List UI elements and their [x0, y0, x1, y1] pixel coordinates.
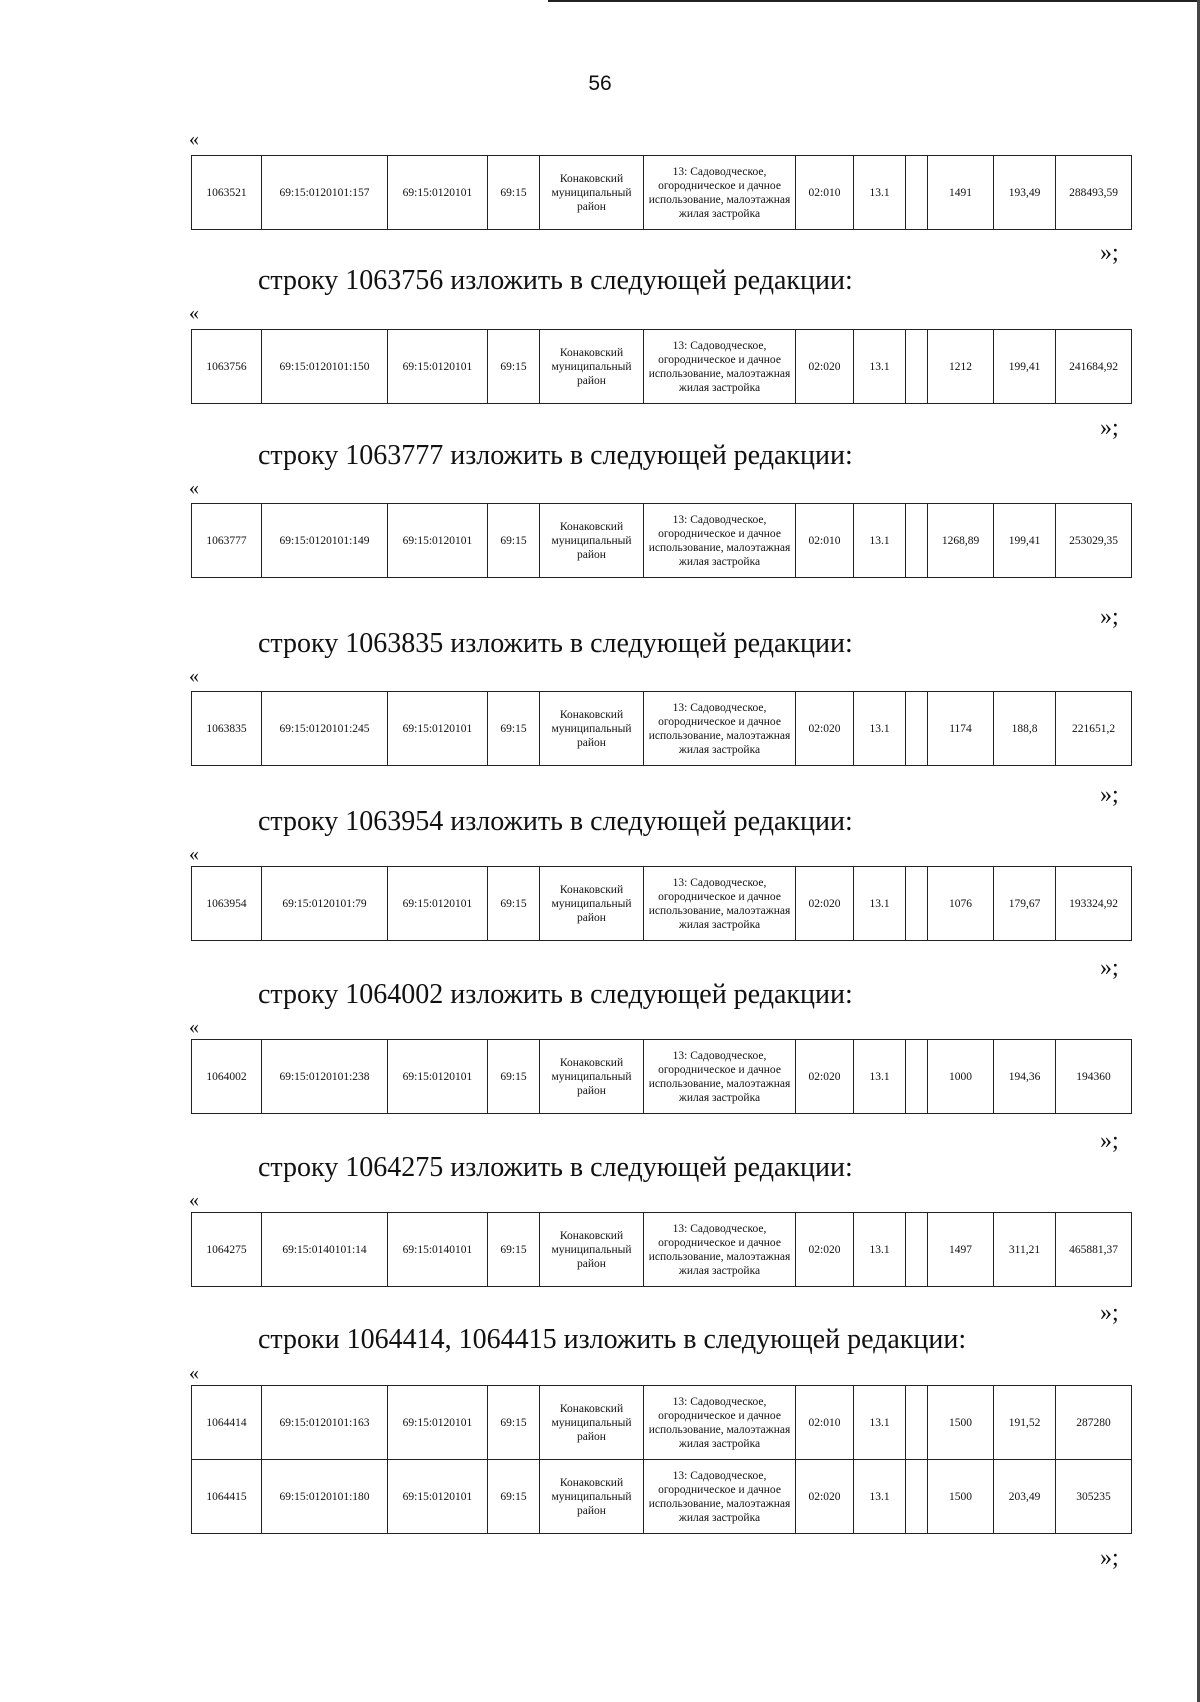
- district-name-cell: Конаковский муниципальный район: [540, 330, 644, 404]
- value-cell: 253029,35: [1056, 504, 1132, 578]
- area-cell: 1076: [928, 867, 994, 941]
- empty-cell: [906, 504, 928, 578]
- opening-quote: «: [189, 665, 199, 687]
- district-name-cell: Конаковский муниципальный район: [540, 1213, 644, 1287]
- section-heading: строку 1064002 изложить в следующей редакции:: [258, 979, 853, 1010]
- opening-quote: «: [189, 1016, 199, 1038]
- table-row: [192, 330, 1132, 404]
- opening-quote: «: [189, 1189, 199, 1211]
- land-use-cell: 13: Садоводческое, огородническое и дачное использование, малоэтажная жилая застройка: [644, 156, 796, 230]
- quarter-number-cell: 69:15:0120101: [388, 330, 488, 404]
- district-code-cell: 69:15: [488, 1386, 540, 1460]
- value-cell: 288493,59: [1056, 156, 1132, 230]
- value-cell: 305235: [1056, 1460, 1132, 1534]
- group-code-cell: 13.1: [854, 1213, 906, 1287]
- land-use-cell: 13: Садоводческое, огородническое и дачное использование, малоэтажная жилая застройка: [644, 1040, 796, 1114]
- district-name-cell: Конаковский муниципальный район: [540, 156, 644, 230]
- section-heading: строку 1063756 изложить в следующей редакции:: [258, 265, 853, 296]
- district-name-cell: Конаковский муниципальный район: [540, 1040, 644, 1114]
- zone-code-cell: 02:020: [796, 330, 854, 404]
- zone-code-cell: 02:020: [796, 1040, 854, 1114]
- district-name-cell: Конаковский муниципальный район: [540, 504, 644, 578]
- zone-code-cell: 02:010: [796, 504, 854, 578]
- opening-quote: «: [189, 1362, 199, 1384]
- closing-quote: »;: [1100, 955, 1119, 981]
- district-name-cell: Конаковский муниципальный район: [540, 867, 644, 941]
- district-name-cell: Конаковский муниципальный район: [540, 1386, 644, 1460]
- page-number: 56: [588, 72, 612, 95]
- opening-quote: «: [189, 128, 199, 150]
- district-code-cell: 69:15: [488, 692, 540, 766]
- empty-cell: [906, 692, 928, 766]
- group-code-cell: 13.1: [854, 1386, 906, 1460]
- district-code-cell: 69:15: [488, 1460, 540, 1534]
- cadastral-number-cell: 69:15:0140101:14: [262, 1213, 388, 1287]
- cadastral-number-cell: 69:15:0120101:149: [262, 504, 388, 578]
- group-code-cell: 13.1: [854, 330, 906, 404]
- row-id-cell: 1063521: [192, 156, 262, 230]
- row-id-cell: 1064002: [192, 1040, 262, 1114]
- top-rule: [548, 0, 1200, 2]
- district-name-cell: Конаковский муниципальный район: [540, 692, 644, 766]
- land-use-cell: 13: Садоводческое, огородническое и дачное использование, малоэтажная жилая застройка: [644, 1213, 796, 1287]
- district-code-cell: 69:15: [488, 156, 540, 230]
- table-row: [192, 867, 1132, 941]
- cadastral-number-cell: 69:15:0120101:157: [262, 156, 388, 230]
- amendment-table: [191, 155, 1132, 230]
- district-code-cell: 69:15: [488, 1040, 540, 1114]
- rate-cell: 199,41: [994, 330, 1056, 404]
- amendment-table: [191, 691, 1132, 766]
- zone-code-cell: 02:010: [796, 1386, 854, 1460]
- row-id-cell: 1064415: [192, 1460, 262, 1534]
- area-cell: 1491: [928, 156, 994, 230]
- rate-cell: 179,67: [994, 867, 1056, 941]
- rate-cell: 194,36: [994, 1040, 1056, 1114]
- cadastral-number-cell: 69:15:0120101:238: [262, 1040, 388, 1114]
- value-cell: 193324,92: [1056, 867, 1132, 941]
- group-code-cell: 13.1: [854, 156, 906, 230]
- zone-code-cell: 02:020: [796, 1213, 854, 1287]
- rate-cell: 188,8: [994, 692, 1056, 766]
- area-cell: 1500: [928, 1460, 994, 1534]
- amendment-table: [191, 1212, 1132, 1287]
- row-id-cell: 1063954: [192, 867, 262, 941]
- area-cell: 1497: [928, 1213, 994, 1287]
- empty-cell: [906, 1460, 928, 1534]
- rate-cell: 203,49: [994, 1460, 1056, 1534]
- value-cell: 465881,37: [1056, 1213, 1132, 1287]
- cadastral-number-cell: 69:15:0120101:180: [262, 1460, 388, 1534]
- table-row: [192, 1213, 1132, 1287]
- rate-cell: 199,41: [994, 504, 1056, 578]
- opening-quote: «: [189, 477, 199, 499]
- amendment-table: [191, 1039, 1132, 1114]
- area-cell: 1500: [928, 1386, 994, 1460]
- closing-quote: »;: [1100, 1300, 1119, 1326]
- row-id-cell: 1064414: [192, 1386, 262, 1460]
- amendment-table: [191, 329, 1132, 404]
- opening-quote: «: [189, 843, 199, 865]
- value-cell: 221651,2: [1056, 692, 1132, 766]
- land-use-cell: 13: Садоводческое, огородническое и дачное использование, малоэтажная жилая застройка: [644, 1386, 796, 1460]
- quarter-number-cell: 69:15:0120101: [388, 867, 488, 941]
- amendment-table: [191, 866, 1132, 941]
- area-cell: 1212: [928, 330, 994, 404]
- land-use-cell: 13: Садоводческое, огородническое и дачное использование, малоэтажная жилая застройка: [644, 504, 796, 578]
- table-row: [192, 1040, 1132, 1114]
- table-row: [192, 1460, 1132, 1534]
- row-id-cell: 1063756: [192, 330, 262, 404]
- district-code-cell: 69:15: [488, 504, 540, 578]
- rate-cell: 191,52: [994, 1386, 1056, 1460]
- empty-cell: [906, 867, 928, 941]
- closing-quote: »;: [1100, 1545, 1119, 1571]
- group-code-cell: 13.1: [854, 692, 906, 766]
- row-id-cell: 1063835: [192, 692, 262, 766]
- value-cell: 287280: [1056, 1386, 1132, 1460]
- section-heading: строку 1063954 изложить в следующей редакции:: [258, 806, 853, 837]
- empty-cell: [906, 1040, 928, 1114]
- table-row: [192, 1386, 1132, 1460]
- group-code-cell: 13.1: [854, 867, 906, 941]
- quarter-number-cell: 69:15:0120101: [388, 1040, 488, 1114]
- closing-quote: »;: [1100, 1128, 1119, 1154]
- empty-cell: [906, 1213, 928, 1287]
- district-code-cell: 69:15: [488, 867, 540, 941]
- rate-cell: 311,21: [994, 1213, 1056, 1287]
- section-heading: строку 1064275 изложить в следующей редакции:: [258, 1152, 853, 1183]
- table-row: [192, 692, 1132, 766]
- area-cell: 1000: [928, 1040, 994, 1114]
- empty-cell: [906, 156, 928, 230]
- quarter-number-cell: 69:15:0140101: [388, 1213, 488, 1287]
- closing-quote: »;: [1100, 415, 1119, 441]
- quarter-number-cell: 69:15:0120101: [388, 1386, 488, 1460]
- opening-quote: «: [189, 302, 199, 324]
- land-use-cell: 13: Садоводческое, огородническое и дачное использование, малоэтажная жилая застройка: [644, 330, 796, 404]
- district-name-cell: Конаковский муниципальный район: [540, 1460, 644, 1534]
- group-code-cell: 13.1: [854, 1460, 906, 1534]
- group-code-cell: 13.1: [854, 1040, 906, 1114]
- quarter-number-cell: 69:15:0120101: [388, 504, 488, 578]
- row-id-cell: 1064275: [192, 1213, 262, 1287]
- quarter-number-cell: 69:15:0120101: [388, 1460, 488, 1534]
- district-code-cell: 69:15: [488, 1213, 540, 1287]
- cadastral-number-cell: 69:15:0120101:150: [262, 330, 388, 404]
- area-cell: 1268,89: [928, 504, 994, 578]
- cadastral-number-cell: 69:15:0120101:79: [262, 867, 388, 941]
- land-use-cell: 13: Садоводческое, огородническое и дачное использование, малоэтажная жилая застройка: [644, 692, 796, 766]
- cadastral-number-cell: 69:15:0120101:163: [262, 1386, 388, 1460]
- table-row: [192, 504, 1132, 578]
- section-heading: строки 1064414, 1064415 изложить в следующей редакции:: [258, 1324, 967, 1355]
- zone-code-cell: 02:020: [796, 692, 854, 766]
- empty-cell: [906, 1386, 928, 1460]
- section-heading: строку 1063835 изложить в следующей редакции:: [258, 628, 853, 659]
- zone-code-cell: 02:020: [796, 867, 854, 941]
- rate-cell: 193,49: [994, 156, 1056, 230]
- row-id-cell: 1063777: [192, 504, 262, 578]
- zone-code-cell: 02:010: [796, 156, 854, 230]
- land-use-cell: 13: Садоводческое, огородническое и дачное использование, малоэтажная жилая застройка: [644, 867, 796, 941]
- value-cell: 194360: [1056, 1040, 1132, 1114]
- closing-quote: »;: [1100, 782, 1119, 808]
- land-use-cell: 13: Садоводческое, огородническое и дачное использование, малоэтажная жилая застройка: [644, 1460, 796, 1534]
- area-cell: 1174: [928, 692, 994, 766]
- closing-quote: »;: [1100, 604, 1119, 630]
- closing-quote: »;: [1100, 240, 1119, 266]
- quarter-number-cell: 69:15:0120101: [388, 156, 488, 230]
- group-code-cell: 13.1: [854, 504, 906, 578]
- table-row: [192, 156, 1132, 230]
- cadastral-number-cell: 69:15:0120101:245: [262, 692, 388, 766]
- amendment-table: [191, 1385, 1132, 1534]
- zone-code-cell: 02:020: [796, 1460, 854, 1534]
- value-cell: 241684,92: [1056, 330, 1132, 404]
- amendment-table: [191, 503, 1132, 578]
- section-heading: строку 1063777 изложить в следующей редакции:: [258, 440, 853, 471]
- district-code-cell: 69:15: [488, 330, 540, 404]
- quarter-number-cell: 69:15:0120101: [388, 692, 488, 766]
- empty-cell: [906, 330, 928, 404]
